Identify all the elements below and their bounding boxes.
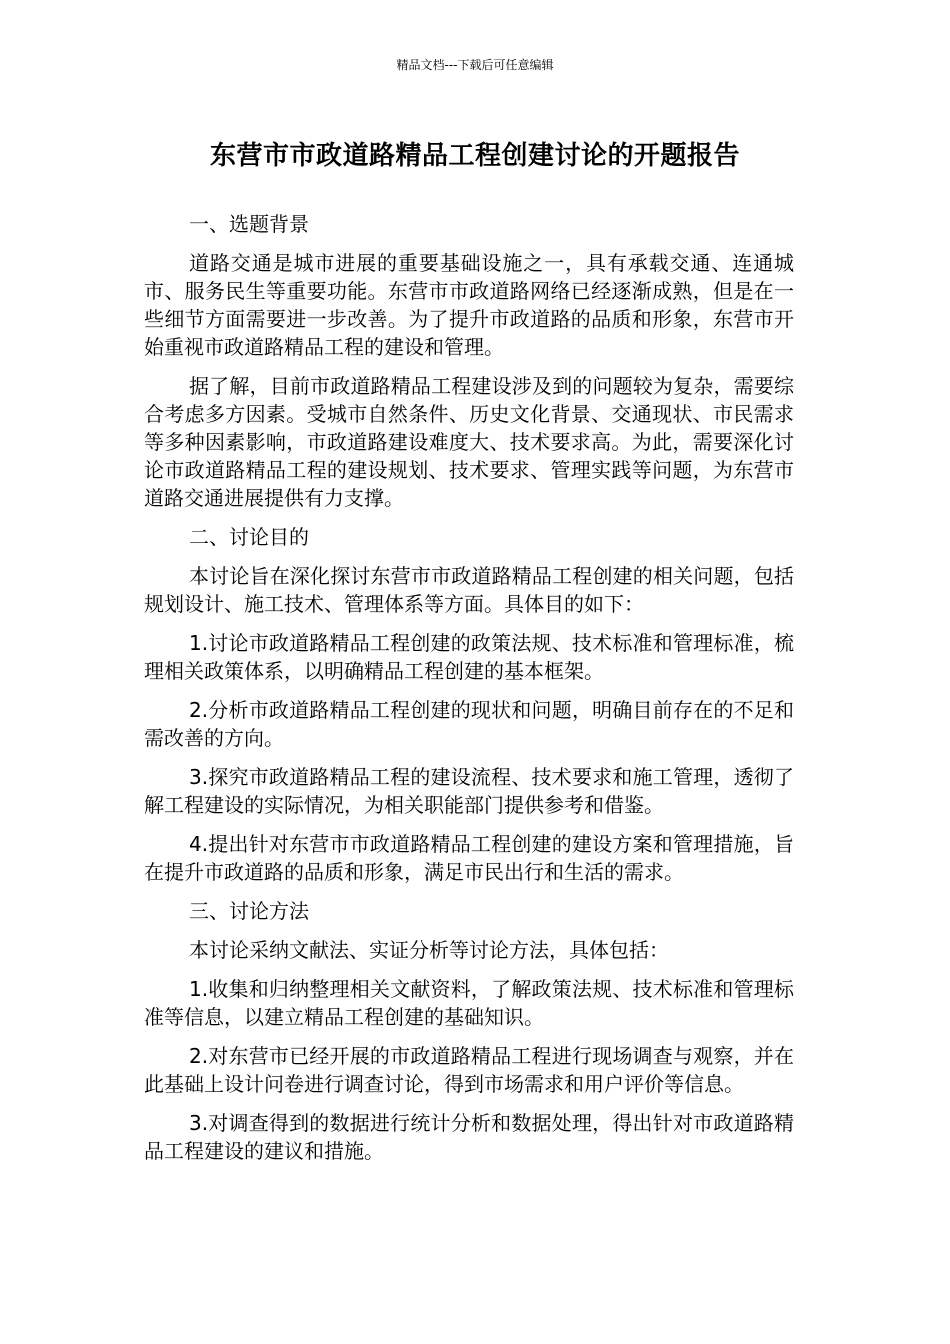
paragraph: 据了解，目前市政道路精品工程建设涉及到的问题较为复杂，需要综合考虑多方因素。受城市自然条件、历史文化背景、交通现状、市民需求等多种因素影响，市政道路建设难度大、技术要求高。为此，需要深化讨论市政道路精品工程的建设规划、技术要求、管理实践等问题，为东营市道路交通进展提供有力支撑。 xyxy=(144,374,794,510)
header-note: 精品文档---下载后可任意编辑 xyxy=(396,58,554,72)
list-item: 1.讨论市政道路精品工程创建的政策法规、技术标准和管理标准，梳理相关政策体系，以明确精品工程创建的基本框架。 xyxy=(144,631,794,683)
list-item: 2.分析市政道路精品工程创建的现状和问题，明确目前存在的不足和需改善的方向。 xyxy=(144,698,794,750)
list-item: 2.对东营市已经开展的市政道路精品工程进行现场调查与观察，并在此基础上设计问卷进行调查讨论，得到市场需求和用户评价等信息。 xyxy=(144,1044,794,1096)
list-item: 1.收集和归纳整理相关文献资料，了解政策法规、技术标准和管理标准等信息，以建立精品工程创建的基础知识。 xyxy=(144,977,794,1029)
section-heading-background: 一、选题背景 xyxy=(189,212,309,236)
paragraph: 本讨论旨在深化探讨东营市市政道路精品工程创建的相关问题，包括规划设计、施工技术、管理体系等方面。具体目的如下： xyxy=(144,564,794,616)
list-item: 3.对调查得到的数据进行统计分析和数据处理，得出针对市政道路精品工程建设的建议和措施。 xyxy=(144,1111,794,1163)
paragraph: 本讨论采纳文献法、实证分析等讨论方法，具体包括： xyxy=(189,938,669,962)
list-item: 4.提出针对东营市市政道路精品工程创建的建设方案和管理措施，旨在提升市政道路的品质和形象，满足市民出行和生活的需求。 xyxy=(144,832,794,884)
document-title: 东营市市政道路精品工程创建讨论的开题报告 xyxy=(209,141,740,171)
list-item: 3.探究市政道路精品工程的建设流程、技术要求和施工管理，透彻了解工程建设的实际情况，为相关职能部门提供参考和借鉴。 xyxy=(144,765,794,817)
section-heading-purpose: 二、讨论目的 xyxy=(189,525,309,549)
paragraph: 道路交通是城市进展的重要基础设施之一，具有承载交通、连通城市、服务民生等重要功能。东营市市政道路网络已经逐渐成熟，但是在一些细节方面需要进一步改善。为了提升市政道路的品质和形象，东营市开始重视市政道路精品工程的建设和管理。 xyxy=(144,251,794,359)
section-heading-method: 三、讨论方法 xyxy=(189,899,309,923)
document-body xyxy=(144,210,794,1176)
